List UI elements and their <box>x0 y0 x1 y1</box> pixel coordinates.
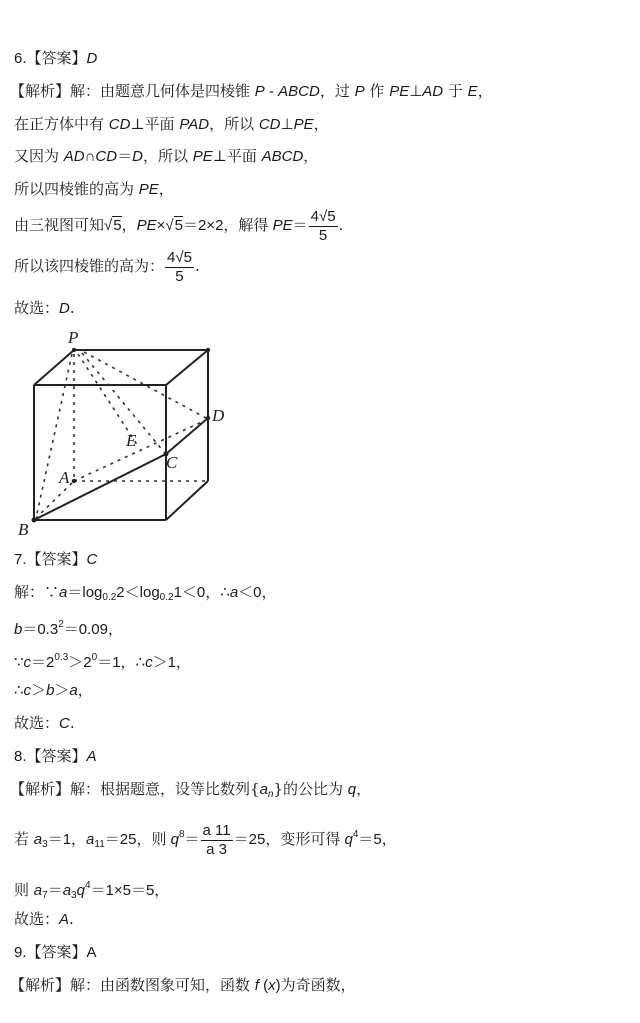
text: ＝25，变形可得 <box>233 831 345 848</box>
superscript: 0.3 <box>54 652 69 663</box>
subscript: n <box>267 789 274 800</box>
math-var: a <box>69 682 78 699</box>
math-var: f <box>254 977 259 994</box>
numerator: 4√5 <box>167 248 192 266</box>
sqrt-icon: √ <box>165 217 174 234</box>
text: 1＜0，∴ <box>173 584 230 601</box>
text: ＝1， <box>47 831 87 848</box>
text: ＝log <box>67 584 103 601</box>
math-var: a <box>62 882 72 899</box>
text: 则 <box>14 881 34 899</box>
radicand: 5 <box>174 217 183 234</box>
q6-answer-label: 【答案】 <box>26 49 87 67</box>
text: ＝1×5＝5， <box>90 882 170 899</box>
q8-answer-value: A <box>86 748 97 765</box>
math-var: a <box>33 882 43 899</box>
math-var: PE <box>389 83 410 100</box>
times-symbol: × <box>156 217 166 234</box>
subscript: 3 <box>71 890 77 901</box>
label-e: E <box>126 431 137 450</box>
math-var: c <box>23 654 32 671</box>
q7-answer-label: 【答案】 <box>26 550 87 568</box>
perp-symbol: ⊥ <box>280 116 294 133</box>
text: ＝ <box>47 882 63 899</box>
math-var: q <box>76 882 85 899</box>
label-a: A <box>59 468 70 487</box>
text: }的公比为 <box>273 780 348 798</box>
q8-answer-label: 【答案】 <box>26 747 87 765</box>
numerator: a 11 <box>202 821 231 839</box>
text: ，过 <box>319 82 355 100</box>
text: 于 <box>443 82 468 100</box>
text: . <box>194 257 200 275</box>
text: ＞1， <box>152 654 191 671</box>
math-var: CD <box>258 116 281 133</box>
text: 解：由题意几何体是四棱锥 <box>70 82 255 100</box>
analysis-label: 【解析】 <box>10 976 71 994</box>
q8-analysis-line-1 <box>10 779 371 805</box>
math-var: PE <box>272 217 293 234</box>
q8-number: 8. <box>14 748 27 765</box>
text: ＞ <box>54 682 70 699</box>
text: ， <box>356 780 372 798</box>
text: ＞ <box>31 682 47 699</box>
text: ， <box>121 216 137 234</box>
text: 若 <box>14 830 34 848</box>
math-var: PE <box>293 116 314 133</box>
superscript: 2 <box>58 619 64 630</box>
text: . <box>69 299 75 317</box>
q8-analysis-line-3 <box>14 876 169 906</box>
text: 作 <box>364 82 390 100</box>
q7-number: 7. <box>14 551 27 568</box>
text: ＝0.09， <box>63 621 123 638</box>
text: 又因为 <box>14 147 64 165</box>
math-var: E <box>467 83 478 100</box>
q6-answer-header <box>14 48 97 69</box>
subscript: 0.2 <box>159 592 174 603</box>
text: 故选： <box>14 714 60 732</box>
q6-answer-value: D <box>86 50 98 67</box>
text: . <box>69 714 75 732</box>
text: 所以四棱锥的高为 <box>14 180 139 198</box>
text: ， <box>158 180 174 198</box>
math-var: P <box>254 83 265 100</box>
text: ， <box>303 147 319 165</box>
perp-symbol: ⊥ <box>409 83 423 100</box>
math-var: A <box>59 911 70 928</box>
text: ＝2 <box>31 654 55 671</box>
math-var: AD <box>63 148 85 165</box>
math-var: CD <box>108 116 131 133</box>
math-var: a <box>259 781 268 798</box>
q6-conclusion <box>14 298 75 319</box>
text: ＝0.3 <box>22 621 59 638</box>
text: ＝2×2，解得 <box>182 217 273 234</box>
q7-answer-value: C <box>86 551 98 568</box>
denominator: 5 <box>318 226 328 244</box>
math-var: b <box>14 621 23 638</box>
sqrt-expression <box>104 216 122 234</box>
text: 故选： <box>14 910 60 928</box>
superscript: 4 <box>84 880 91 891</box>
text: ＜0， <box>238 584 277 601</box>
q9-answer-header <box>14 942 97 963</box>
math-var: a <box>59 584 68 601</box>
text: 故选： <box>14 299 60 317</box>
fraction <box>165 249 194 286</box>
text: ＝ <box>184 831 200 848</box>
sqrt-expression <box>165 216 183 234</box>
q8-conclusion <box>14 909 74 930</box>
text: 2＜log <box>116 584 160 601</box>
q9-answer-label: 【答案】 <box>26 943 87 961</box>
math-var: q <box>344 831 353 848</box>
math-var: D <box>132 148 143 165</box>
math-var: ABCD <box>278 83 320 100</box>
math-var: ABCD <box>261 148 304 165</box>
q7-solution-line-2 <box>14 615 123 640</box>
text: ＝25，则 <box>104 831 171 848</box>
analysis-label: 【解析】 <box>10 780 71 798</box>
math-var: a <box>33 831 43 848</box>
q6-analysis-line-4 <box>14 179 174 200</box>
fraction <box>309 208 338 245</box>
math-var: PAD <box>179 116 210 133</box>
sqrt-icon: √ <box>104 217 113 234</box>
text: ⊥平面 <box>130 115 180 133</box>
math-var: a <box>229 584 239 601</box>
q9-analysis-line-1 <box>10 975 356 996</box>
because-icon: ∵ <box>14 654 24 671</box>
radicand: 5 <box>113 217 122 234</box>
math-var: c <box>23 682 32 699</box>
cube-diagram-icon <box>14 328 244 538</box>
intersect-symbol: ∩ <box>84 148 96 165</box>
text: 所以该四棱锥的高为： <box>14 257 165 275</box>
math-var: q <box>347 781 357 798</box>
q7-solution-line-1 <box>14 582 277 608</box>
label-c: C <box>166 453 178 472</box>
math-var: x <box>268 977 276 994</box>
q9-answer-value: A <box>86 944 97 961</box>
subscript: 11 <box>94 839 105 850</box>
text: 解：根据题意，设等比数列{ <box>70 780 260 798</box>
text: 在正方体中有 <box>14 115 109 133</box>
text: 解：由函数图象可知，函数 <box>70 976 255 994</box>
text: ， <box>313 115 329 133</box>
math-var: CD <box>95 148 118 165</box>
superscript: 8 <box>178 829 185 840</box>
text: ， <box>477 82 493 100</box>
text: ， <box>77 682 93 699</box>
label-p: P <box>68 328 79 347</box>
subscript: 3 <box>42 839 48 850</box>
q6-analysis-line-2 <box>14 114 329 135</box>
text: . <box>338 216 344 234</box>
label-b: B <box>18 520 29 538</box>
superscript: 0 <box>91 652 98 663</box>
therefore-icon: ∴ <box>14 682 24 699</box>
math-var: PE <box>136 217 157 234</box>
q6-analysis-line-5 <box>14 207 343 245</box>
q6-number: 6. <box>14 50 27 67</box>
denominator: 5 <box>175 267 184 285</box>
text: . <box>69 910 74 928</box>
text: ( <box>258 977 269 994</box>
q7-solution-line-4 <box>14 680 93 701</box>
q6-analysis-line-6 <box>14 248 200 286</box>
q7-solution-line-3 <box>14 648 191 673</box>
q9-number: 9. <box>14 944 27 961</box>
subscript: 0.2 <box>102 592 117 603</box>
denominator: a 3 <box>206 840 228 858</box>
math-var: b <box>46 682 55 699</box>
text: ＝ <box>292 217 308 234</box>
text: - <box>264 83 279 100</box>
analysis-label: 【解析】 <box>10 82 71 100</box>
text: 由三视图可知 <box>14 216 105 234</box>
math-var: C <box>59 715 70 732</box>
subscript: 7 <box>42 890 48 901</box>
math-var: PE <box>192 148 213 165</box>
text: ＝5， <box>358 831 397 848</box>
q8-answer-header <box>14 746 97 767</box>
math-var: P <box>354 83 365 100</box>
text: ＞2 <box>68 654 92 671</box>
fraction <box>201 822 233 859</box>
math-var: PE <box>138 181 159 198</box>
superscript: 4 <box>352 829 359 840</box>
text: ，所以 <box>209 115 259 133</box>
math-var: a <box>86 831 95 848</box>
q6-analysis-line-3 <box>14 146 318 167</box>
label-d: D <box>212 406 225 425</box>
q7-conclusion <box>14 713 75 734</box>
text: ，所以 <box>142 147 193 165</box>
cube-pyramid-figure <box>14 328 244 538</box>
math-var: AD <box>422 83 444 100</box>
text: )为奇函数， <box>275 977 356 994</box>
text: ＝1，∴ <box>97 654 146 671</box>
q6-analysis-line-1 <box>10 81 493 102</box>
text: ⊥平面 <box>212 147 262 165</box>
q8-analysis-line-2 <box>14 815 397 865</box>
text: ＝ <box>117 148 133 165</box>
q7-answer-header <box>14 549 97 570</box>
math-var: q <box>170 831 179 848</box>
math-var: c <box>145 654 153 671</box>
text: 解：∵ <box>14 583 60 601</box>
numerator: 4√5 <box>310 207 336 225</box>
math-var: D <box>59 300 70 317</box>
